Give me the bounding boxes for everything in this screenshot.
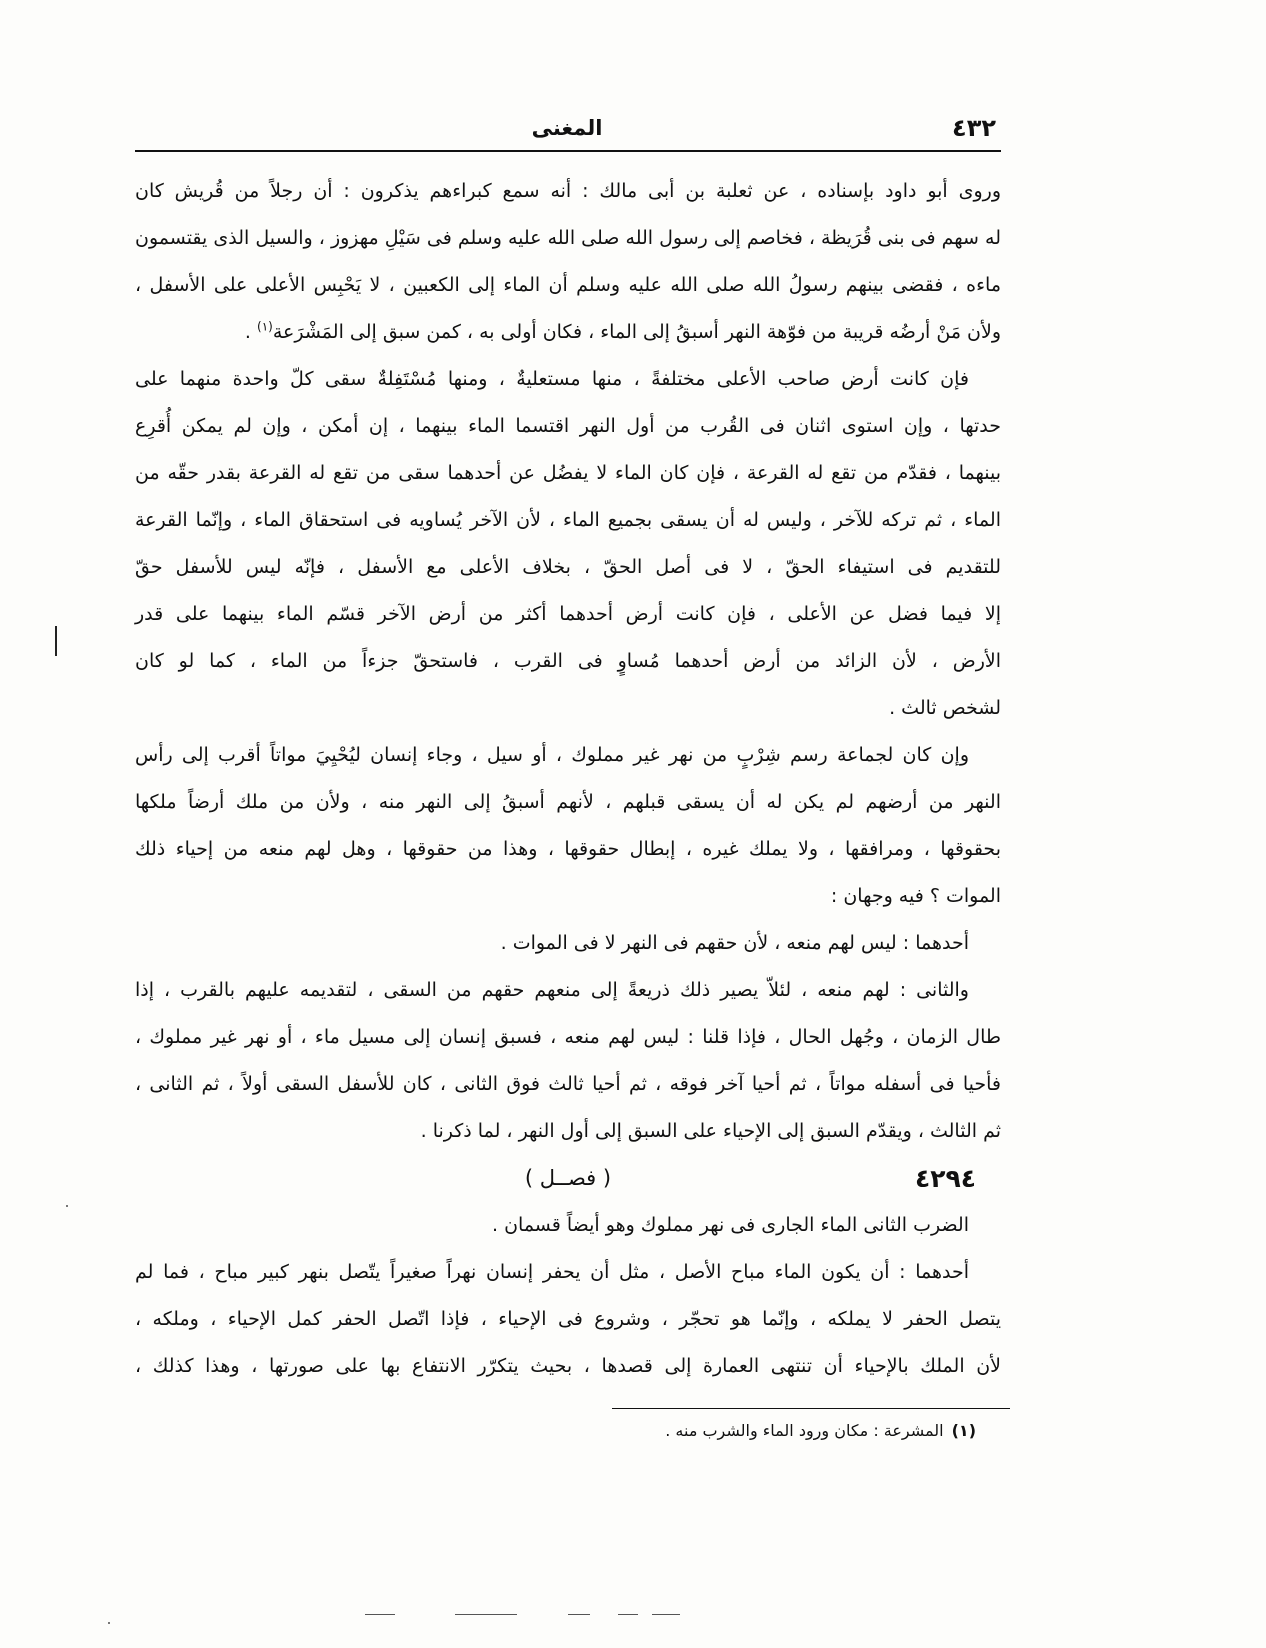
text-line: الأرض ، لأن الزائد من أرض أحدهما مُساوٍ فى القرب ، فاستحقّ جزءاً من الماء ، كما لو كان	[135, 650, 1001, 672]
footnote-ref: (١)	[257, 319, 273, 334]
text-line: لشخص ثالث .	[889, 697, 1001, 719]
running-title: المغنى	[531, 116, 603, 140]
paragraph-3	[135, 732, 1001, 920]
text-line: لأن الملك بالإحياء أن تنتهى العمارة إلى قصدها ، بحيث يتكرّر الانتفاع بها على صورتها ، وهذا كذلك ،	[135, 1355, 1001, 1377]
footnote	[665, 1416, 976, 1446]
text-line: بحقوقها ، ومرافقها ، ولا يملك غيره ، إبطال حقوقها ، وهذا من حقوقها ، وهل لهم منعه من إحياء ذلك	[135, 838, 1001, 860]
text-line: وروى أبو داود بإسناده ، عن ثعلبة بن أبى مالك : أنه سمع كبراءهم يذكرون : أن رجلاً من قُريش كان	[135, 180, 1001, 202]
section-title: ( فصــل )	[524, 1166, 612, 1190]
text-line: الماء ، ثم تركه للآخر ، وليس له أن يسقى بجميع الماء ، لأن الآخر يُساويه فى استحقاق الماء ، وإنّما القرعة	[135, 509, 1001, 531]
footnote-number: (١)	[951, 1421, 976, 1440]
text-line: للتقديم فى استيفاء الحقّ ، لا فى أصل الحقّ ، بخلاف الأعلى مع الأسفل ، فإنّه ليس للأسفل حقّ	[135, 556, 1001, 578]
text-line: حدتها ، وإن استوى اثنان فى القُرب من أول النهر اقتسما الماء بينهما ، إن أمكن ، وإن لم يمكن أُقرِع	[135, 415, 1001, 437]
scan-artifact	[66, 1205, 68, 1207]
text-line: النهر من أرضهم لم يكن له أن يسقى قبلهم ، لأنهم أسبقُ إلى النهر منه ، ولأن من ملك أرضاً ملكها	[135, 791, 1001, 813]
text-line: أحدهما : ليس لهم منعه ، لأن حقهم فى النهر لا فى الموات .	[500, 932, 969, 954]
body-text	[135, 168, 1001, 1390]
footnote-rule	[612, 1408, 1010, 1409]
text-line	[135, 309, 1001, 356]
text-line: ماءه ، فقضى بينهم رسولُ الله صلى الله عليه وسلم أن الماء إلى الكعبين ، لا يَحْبِس الأعلى على الأسفل ،	[135, 274, 1001, 296]
text-line: له سهم فى بنى قُرَيظة ، فخاصم إلى رسول الله صلى الله عليه وسلم فى سَيْلِ مهزوز ، والسيل الذى يقتسمون	[135, 227, 1001, 249]
paragraph-7	[135, 1249, 1001, 1390]
text-line: فإن كانت أرض صاحب الأعلى مختلفةً ، منها مستعليةٌ ، ومنها مُسْتَفِلةٌ سقى كلّ واحدة منهما على	[135, 368, 969, 390]
header-rule	[135, 150, 1001, 152]
text-line: طال الزمان ، وجُهل الحال ، فإذا قلنا : ليس لهم منعه ، فسبق إنسان إلى مسيل ماء ، أو نهر غير مملوك ،	[135, 1026, 1001, 1048]
text-line: يتصل الحفر لا يملكه ، وإنّما هو تحجّر ، وشروع فى الإحياء ، فإذا اتّصل الحفر كمل الإحياء ، وملكه ،	[135, 1308, 1001, 1330]
section-heading	[135, 1155, 1001, 1202]
scan-artifact	[568, 1614, 590, 1615]
text-line: ثم الثالث ، ويقدّم السبق إلى الإحياء على السبق إلى أول النهر ، لما ذكرنا .	[420, 1120, 1001, 1142]
margin-mark	[55, 626, 57, 656]
text-line: الموات ؟ فيه وجهان :	[830, 885, 1001, 907]
section-number: ٤٢٩٤	[914, 1164, 976, 1193]
scan-artifact	[618, 1614, 638, 1615]
text-line: أحدهما : أن يكون الماء مباح الأصل ، مثل أن يحفر إنسان نهراً صغيراً يتّصل بنهر كبير مباح ، فما لم	[135, 1261, 969, 1283]
page-number: ٤٣٢	[952, 114, 996, 142]
paragraph-5	[135, 967, 1001, 1155]
line-end: .	[244, 321, 258, 343]
line-text: ولأن مَنْ أرضُه قريبة من فوّهة النهر أسبقُ إلى الماء ، فكان أولى به ، كمن سبق إلى المَشْرَعة	[272, 321, 1001, 343]
text-line: وإن كان لجماعة رسم شِرْبٍ من نهر غير مملوك ، أو سيل ، وجاء إنسان ليُحْيِيَ مواتاً أقرب إلى رأس	[135, 744, 969, 766]
footnote-text: المشرعة : مكان ورود الماء والشرب منه .	[665, 1421, 944, 1440]
paragraph-6	[135, 1202, 1001, 1249]
text-line: والثانى : لهم منعه ، لئلاّ يصير ذلك ذريعةً إلى منعهم حقهم من السقى ، لتقديمه عليهم بالقرب ، إذا	[135, 979, 969, 1001]
text-line: إلا فيما فضل عن الأعلى ، فإن كانت أرض أحدهما أكثر من أرض الآخر قسّم الماء بينهما على قدر	[135, 603, 1001, 625]
paragraph-4	[135, 920, 1001, 967]
scan-artifact	[652, 1614, 680, 1615]
text-line: الضرب الثانى الماء الجارى فى نهر مملوك وهو أيضاً قسمان .	[492, 1214, 969, 1236]
scan-artifact	[108, 1622, 110, 1624]
paragraph-1	[135, 168, 1001, 356]
scan-artifact	[365, 1614, 395, 1615]
text-line: فأحيا فى أسفله مواتاً ، ثم أحيا آخر فوقه ، ثم أحيا ثالث فوق الثانى ، كان للأسفل السقى أولاً ، ثم الثانى ،	[135, 1073, 1001, 1095]
paragraph-2	[135, 356, 1001, 732]
text-line: بينهما ، فقدّم من تقع له القرعة ، فإن كان الماء لا يفضُل عن أحدهما سقى من تقع له القرعة بقدر حقّه من	[135, 462, 1001, 484]
scan-artifact	[455, 1614, 517, 1615]
